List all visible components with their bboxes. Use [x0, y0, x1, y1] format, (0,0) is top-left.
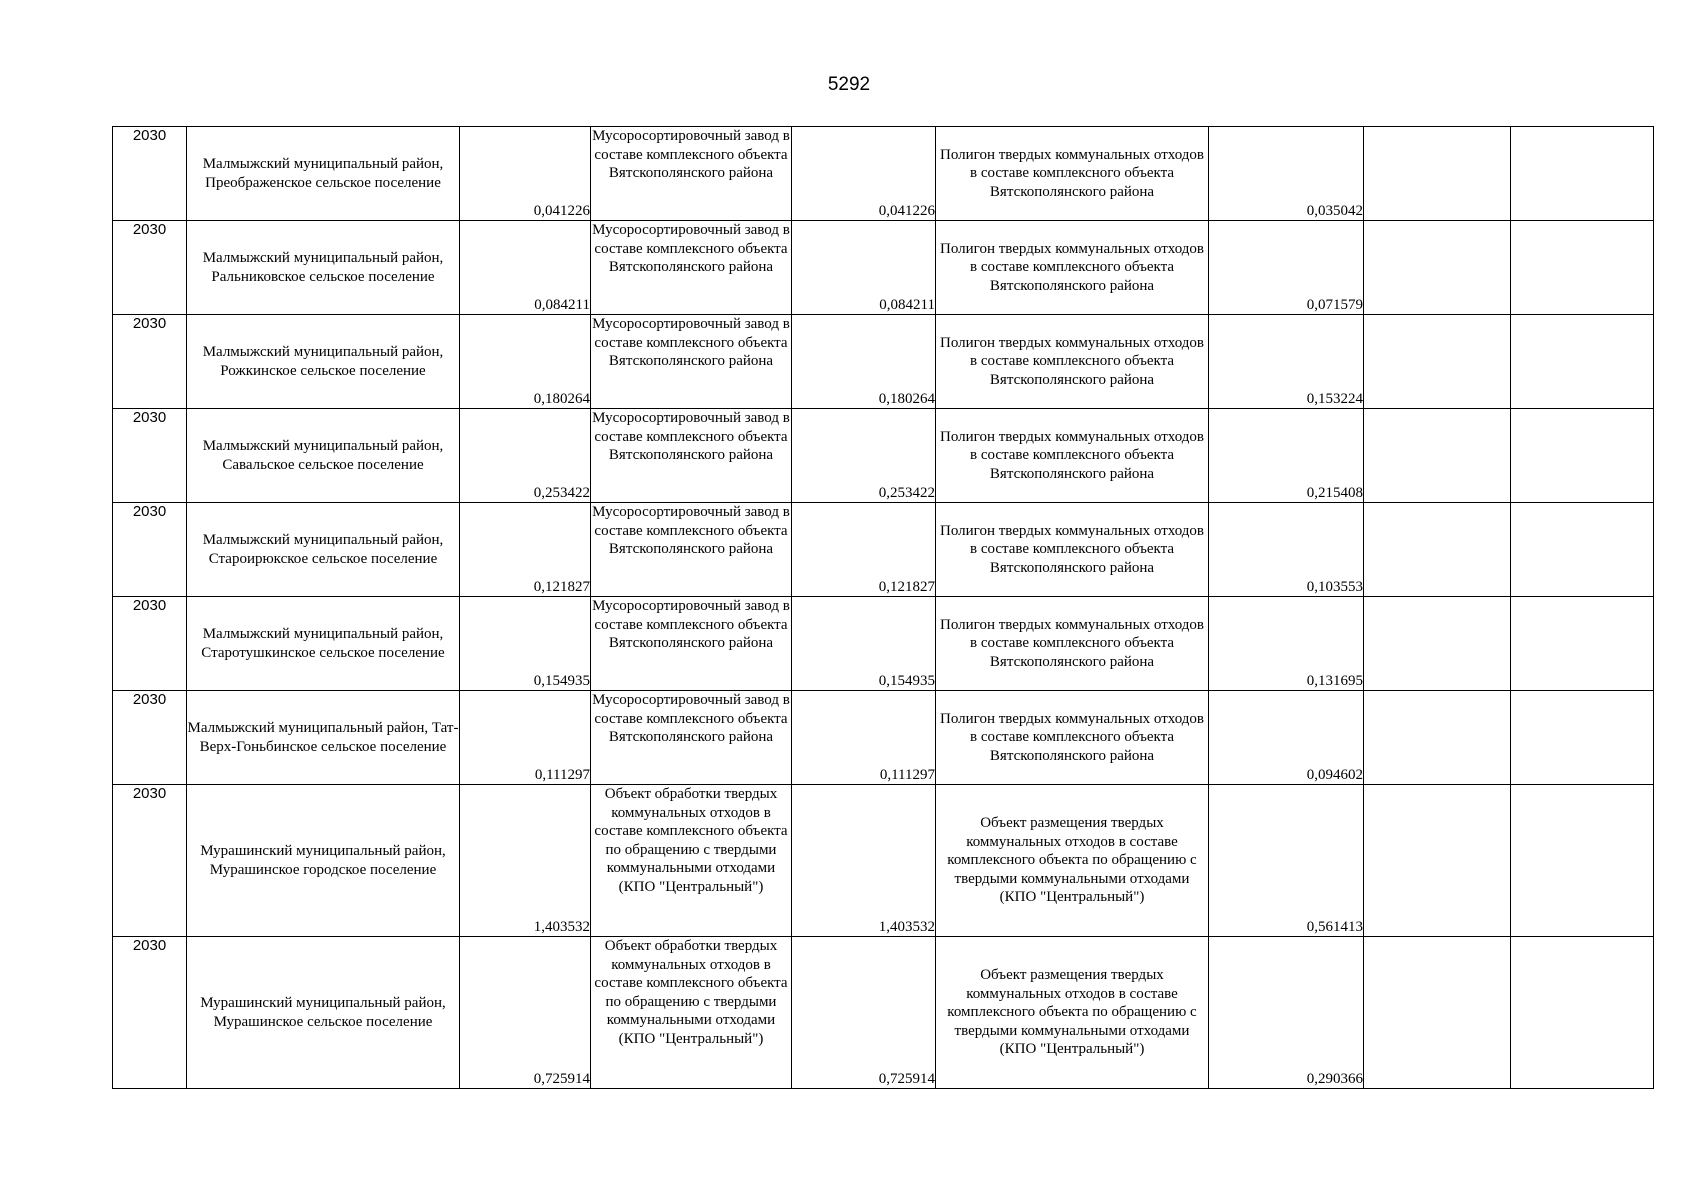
page-number: 5292 [827, 74, 871, 95]
processing-facility-cell: Объект обработки твердых коммунальных отходов в составе комплексного объекта по обращению с твердыми коммунальными отходами (КПО "Центральный") [591, 785, 792, 937]
empty-cell [1511, 691, 1654, 785]
empty-cell [1364, 315, 1511, 409]
disposal-facility-cell: Полигон твердых коммунальных отходов в составе комплексного объекта Вятскополянского района [936, 597, 1209, 691]
processing-facility-cell: Объект обработки твердых коммунальных отходов в составе комплексного объекта по обращению с твердыми коммунальными отходами (КПО "Центральный") [591, 937, 792, 1089]
disposal-facility-cell: Объект размещения твердых коммунальных отходов в составе комплексного объекта по обращению с твердыми коммунальными отходами (КПО "Центральный") [936, 937, 1209, 1089]
municipality-cell: Малмыжский муниципальный район, Преображенское сельское поселение [187, 127, 460, 221]
empty-cell [1511, 409, 1654, 503]
processing-volume-cell: 0,041226 [792, 127, 936, 221]
processing-facility-cell: Мусоросортировочный завод в составе комплексного объекта Вятскополянского района [591, 597, 792, 691]
empty-cell [1511, 221, 1654, 315]
year-cell: 2030 [113, 597, 187, 691]
empty-cell [1511, 315, 1654, 409]
year-cell: 2030 [113, 503, 187, 597]
generated-volume-cell: 0,041226 [460, 127, 591, 221]
processing-volume-cell: 0,180264 [792, 315, 936, 409]
empty-cell [1364, 691, 1511, 785]
municipality-cell: Малмыжский муниципальный район, Старотушкинское сельское поселение [187, 597, 460, 691]
year-cell: 2030 [113, 691, 187, 785]
year-cell: 2030 [113, 409, 187, 503]
processing-volume-cell: 0,253422 [792, 409, 936, 503]
generated-volume-cell: 0,253422 [460, 409, 591, 503]
municipality-cell: Малмыжский муниципальный район, Ральниковское сельское поселение [187, 221, 460, 315]
empty-cell [1364, 221, 1511, 315]
empty-cell [1364, 409, 1511, 503]
municipality-cell: Малмыжский муниципальный район, Рожкинское сельское поселение [187, 315, 460, 409]
empty-cell [1511, 785, 1654, 937]
disposal-facility-cell: Объект размещения твердых коммунальных отходов в составе комплексного объекта по обращению с твердыми коммунальными отходами (КПО "Центральный") [936, 785, 1209, 937]
table-row [113, 503, 1654, 597]
year-cell: 2030 [113, 127, 187, 221]
processing-volume-cell: 0,154935 [792, 597, 936, 691]
empty-cell [1364, 937, 1511, 1089]
empty-cell [1364, 503, 1511, 597]
disposal-volume-cell: 0,561413 [1209, 785, 1364, 937]
empty-cell [1511, 127, 1654, 221]
processing-facility-cell: Мусоросортировочный завод в составе комплексного объекта Вятскополянского района [591, 691, 792, 785]
disposal-facility-cell: Полигон твердых коммунальных отходов в составе комплексного объекта Вятскополянского района [936, 691, 1209, 785]
table-row [113, 127, 1654, 221]
year-cell: 2030 [113, 315, 187, 409]
processing-volume-cell: 0,725914 [792, 937, 936, 1089]
generated-volume-cell: 0,154935 [460, 597, 591, 691]
disposal-volume-cell: 0,290366 [1209, 937, 1364, 1089]
generated-volume-cell: 0,180264 [460, 315, 591, 409]
table-row [113, 937, 1654, 1089]
disposal-facility-cell: Полигон твердых коммунальных отходов в составе комплексного объекта Вятскополянского района [936, 315, 1209, 409]
generated-volume-cell: 0,084211 [460, 221, 591, 315]
processing-facility-cell: Мусоросортировочный завод в составе комплексного объекта Вятскополянского района [591, 127, 792, 221]
table-row [113, 597, 1654, 691]
processing-facility-cell: Мусоросортировочный завод в составе комплексного объекта Вятскополянского района [591, 221, 792, 315]
generated-volume-cell: 0,111297 [460, 691, 591, 785]
municipality-cell: Малмыжский муниципальный район, Староирюкское сельское поселение [187, 503, 460, 597]
disposal-facility-cell: Полигон твердых коммунальных отходов в составе комплексного объекта Вятскополянского района [936, 127, 1209, 221]
empty-cell [1511, 597, 1654, 691]
table-row [113, 221, 1654, 315]
disposal-volume-cell: 0,131695 [1209, 597, 1364, 691]
disposal-volume-cell: 0,035042 [1209, 127, 1364, 221]
municipality-cell: Мурашинский муниципальный район, Мурашинское сельское поселение [187, 937, 460, 1089]
disposal-volume-cell: 0,094602 [1209, 691, 1364, 785]
empty-cell [1511, 503, 1654, 597]
waste-flow-table [112, 126, 1654, 1089]
year-cell: 2030 [113, 785, 187, 937]
processing-facility-cell: Мусоросортировочный завод в составе комплексного объекта Вятскополянского района [591, 409, 792, 503]
processing-volume-cell: 0,084211 [792, 221, 936, 315]
municipality-cell: Мурашинский муниципальный район, Мурашинское городское поселение [187, 785, 460, 937]
table-row [113, 409, 1654, 503]
disposal-volume-cell: 0,103553 [1209, 503, 1364, 597]
empty-cell [1364, 127, 1511, 221]
processing-volume-cell: 0,121827 [792, 503, 936, 597]
disposal-facility-cell: Полигон твердых коммунальных отходов в составе комплексного объекта Вятскополянского района [936, 409, 1209, 503]
table-row [113, 315, 1654, 409]
processing-volume-cell: 1,403532 [792, 785, 936, 937]
table-row [113, 691, 1654, 785]
empty-cell [1364, 785, 1511, 937]
municipality-cell: Малмыжский муниципальный район, Савальское сельское поселение [187, 409, 460, 503]
processing-volume-cell: 0,111297 [792, 691, 936, 785]
disposal-facility-cell: Полигон твердых коммунальных отходов в составе комплексного объекта Вятскополянского района [936, 503, 1209, 597]
empty-cell [1364, 597, 1511, 691]
generated-volume-cell: 0,121827 [460, 503, 591, 597]
processing-facility-cell: Мусоросортировочный завод в составе комплексного объекта Вятскополянского района [591, 503, 792, 597]
disposal-volume-cell: 0,071579 [1209, 221, 1364, 315]
disposal-facility-cell: Полигон твердых коммунальных отходов в составе комплексного объекта Вятскополянского района [936, 221, 1209, 315]
processing-facility-cell: Мусоросортировочный завод в составе комплексного объекта Вятскополянского района [591, 315, 792, 409]
table-row [113, 785, 1654, 937]
disposal-volume-cell: 0,215408 [1209, 409, 1364, 503]
municipality-cell: Малмыжский муниципальный район, Тат-Верх-Гоньбинское сельское поселение [187, 691, 460, 785]
generated-volume-cell: 0,725914 [460, 937, 591, 1089]
disposal-volume-cell: 0,153224 [1209, 315, 1364, 409]
generated-volume-cell: 1,403532 [460, 785, 591, 937]
empty-cell [1511, 937, 1654, 1089]
year-cell: 2030 [113, 937, 187, 1089]
year-cell: 2030 [113, 221, 187, 315]
